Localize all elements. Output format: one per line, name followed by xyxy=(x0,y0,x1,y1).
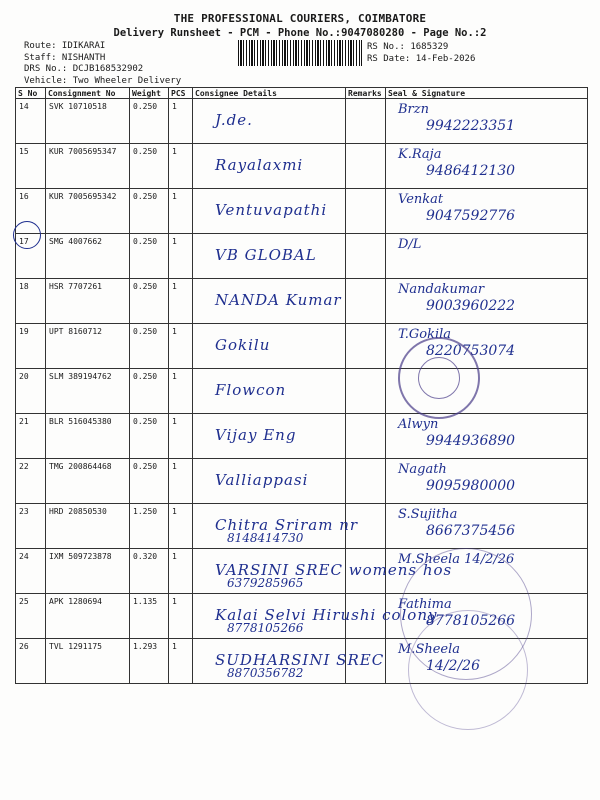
signature-handwriting: M.Sheela xyxy=(398,642,461,657)
cell-consignee xyxy=(193,549,453,594)
cell-remarks xyxy=(346,99,386,144)
cell-consignee xyxy=(193,279,346,324)
cell-remarks xyxy=(346,234,386,279)
signature-handwriting: Brzn xyxy=(398,102,429,117)
cell-consignment-no: BLR 516045380 xyxy=(46,414,130,459)
rs-no-label: RS No.: 1685329 xyxy=(367,42,449,52)
cell-consignment-no: SVK 10710518 xyxy=(46,99,130,144)
cell-remarks xyxy=(346,144,386,189)
cell-pcs: 1 xyxy=(169,279,193,324)
signature-phone-handwriting: 9095980000 xyxy=(426,478,516,494)
consignee-handwriting: SUDHARSINI SREC xyxy=(215,651,385,669)
cell-consignee xyxy=(193,414,346,459)
signature-handwriting: M.Sheela 14/2/26 xyxy=(398,552,515,567)
cell-weight: 0.250 xyxy=(130,414,169,459)
cell-remarks xyxy=(346,279,386,324)
cell-pcs: 1 xyxy=(169,504,193,549)
rs-date-label: RS Date: 14-Feb-2026 xyxy=(367,54,476,64)
cell-sno: 18 xyxy=(16,279,46,324)
meta-right xyxy=(367,41,475,65)
cell-consignee xyxy=(193,459,346,504)
cell-pcs: 1 xyxy=(169,459,193,504)
cell-sno: 21 xyxy=(16,414,46,459)
table-header-row xyxy=(16,88,588,99)
consignee-phone-handwriting: 8870356782 xyxy=(227,666,304,680)
table-row xyxy=(16,324,588,369)
cell-consignment-no: HRD 20850530 xyxy=(46,504,130,549)
cell-weight: 0.250 xyxy=(130,189,169,234)
cell-sno: 17 xyxy=(16,234,46,279)
cell-sno: 25 xyxy=(16,594,46,639)
cell-sno: 23 xyxy=(16,504,46,549)
consignee-handwriting: Rayalaxmi xyxy=(215,156,304,174)
seal-stamp-faint xyxy=(408,610,528,730)
signature-phone-handwriting: 8778105266 xyxy=(426,613,516,629)
consignee-phone-handwriting: 6379285965 xyxy=(227,576,304,590)
consignee-handwriting: Kalai Selvi Hirushi colony xyxy=(215,606,438,624)
cell-sno: 15 xyxy=(16,144,46,189)
cell-consignee xyxy=(193,189,346,234)
cell-consignee xyxy=(193,144,346,189)
consignee-handwriting: Gokilu xyxy=(215,336,271,354)
table-row xyxy=(16,189,588,234)
signature-handwriting: Venkat xyxy=(398,192,444,207)
col-header-weight: Weight xyxy=(130,88,169,99)
seal-stamp xyxy=(398,337,480,419)
consignee-handwriting: J.de. xyxy=(215,111,253,129)
signature-handwriting: S.Sujitha xyxy=(398,507,458,522)
signature-phone-handwriting: 9486412130 xyxy=(426,163,516,179)
table-row xyxy=(16,369,588,414)
cell-sno: 20 xyxy=(16,369,46,414)
signature-phone-handwriting: 8220753074 xyxy=(426,343,516,359)
drs-label: DRS No.: DCJB168532902 xyxy=(24,64,144,74)
consignee-handwriting: Vijay Eng xyxy=(215,426,297,444)
signature-handwriting: T.Gokila xyxy=(398,327,452,342)
cell-pcs: 1 xyxy=(169,99,193,144)
cell-weight: 0.250 xyxy=(130,324,169,369)
cell-pcs: 1 xyxy=(169,639,193,684)
cell-remarks xyxy=(346,189,386,234)
cell-consignment-no: HSR 7707261 xyxy=(46,279,130,324)
cell-pcs: 1 xyxy=(169,549,193,594)
col-header-consignee: Consignee Details xyxy=(193,88,346,99)
consignee-handwriting: Flowcon xyxy=(215,381,287,399)
consignee-phone-handwriting: 8148414730 xyxy=(227,531,304,545)
table-row xyxy=(16,459,588,504)
cell-signature xyxy=(386,99,588,144)
cell-pcs: 1 xyxy=(169,324,193,369)
cell-weight: 0.320 xyxy=(130,549,169,594)
cell-pcs: 1 xyxy=(169,189,193,234)
cell-sno: 22 xyxy=(16,459,46,504)
signature-handwriting: K.Raja xyxy=(398,147,442,162)
signature-phone-handwriting: 9047592776 xyxy=(426,208,516,224)
cell-consignment-no: TVL 1291175 xyxy=(46,639,130,684)
cell-consignee xyxy=(193,234,346,279)
vehicle-label: Vehicle: Two Wheeler Delivery xyxy=(24,75,182,86)
cell-signature xyxy=(386,234,588,279)
signature-handwriting: Fathima xyxy=(398,597,452,612)
cell-remarks xyxy=(346,414,386,459)
cell-consignment-no: APK 1280694 xyxy=(46,594,130,639)
page-subtitle: Delivery Runsheet - PCM - Phone No.:9047080280 - Page No.:2 xyxy=(113,27,487,39)
cell-remarks xyxy=(346,459,386,504)
cell-weight: 0.250 xyxy=(130,459,169,504)
cell-consignee xyxy=(193,504,359,549)
consignee-handwriting: VB GLOBAL xyxy=(215,246,317,264)
cell-consignee xyxy=(193,369,346,414)
signature-handwriting: D/L xyxy=(398,237,422,252)
cell-weight: 0.250 xyxy=(130,99,169,144)
cell-pcs: 1 xyxy=(169,144,193,189)
signature-phone-handwriting: 9003960222 xyxy=(426,298,516,314)
cell-consignee xyxy=(193,99,346,144)
consignee-phone-handwriting: 8778105266 xyxy=(227,621,304,635)
cell-consignment-no: KUR 7005695342 xyxy=(46,189,130,234)
staff-label: Staff: NISHANTH xyxy=(24,52,106,63)
cell-remarks xyxy=(346,369,386,414)
table-row xyxy=(16,144,588,189)
col-header-pcs: PCS xyxy=(169,88,193,99)
cell-pcs: 1 xyxy=(169,414,193,459)
cell-sno: 24 xyxy=(16,549,46,594)
barcode xyxy=(238,40,362,66)
cell-weight: 0.250 xyxy=(130,234,169,279)
cell-weight: 0.250 xyxy=(130,279,169,324)
meta-left xyxy=(24,41,181,87)
col-header-sno: S No xyxy=(16,88,46,99)
cell-consignee xyxy=(193,324,346,369)
signature-phone-handwriting: 8667375456 xyxy=(426,523,516,539)
col-header-consignment: Consignment No xyxy=(46,88,130,99)
cell-weight: 1.250 xyxy=(130,504,169,549)
cell-weight: 1.293 xyxy=(130,639,169,684)
cell-sno: 14 xyxy=(16,99,46,144)
cell-remarks xyxy=(346,324,386,369)
signature-phone-handwriting: 9942223351 xyxy=(426,118,516,134)
signature-handwriting: Alwyn xyxy=(398,417,439,432)
cell-consignment-no: UPT 8160712 xyxy=(46,324,130,369)
cell-consignment-no: IXM 509723878 xyxy=(46,549,130,594)
table-row xyxy=(16,99,588,144)
cell-sno: 26 xyxy=(16,639,46,684)
hand-drawn-circle xyxy=(13,221,41,249)
signature-phone-handwriting: 14/2/26 xyxy=(426,658,480,674)
cell-weight: 1.135 xyxy=(130,594,169,639)
cell-consignment-no: KUR 7005695347 xyxy=(46,144,130,189)
cell-pcs: 1 xyxy=(169,369,193,414)
cell-sno: 19 xyxy=(16,324,46,369)
cell-pcs: 1 xyxy=(169,234,193,279)
col-header-signature: Seal & Signature xyxy=(386,88,588,99)
cell-consignment-no: SMG 4007662 xyxy=(46,234,130,279)
consignee-handwriting: NANDA Kumar xyxy=(215,291,342,309)
cell-signature xyxy=(386,279,588,324)
page-title: THE PROFESSIONAL COURIERS, COIMBATORE xyxy=(173,12,427,25)
cell-signature xyxy=(386,144,588,189)
cell-pcs: 1 xyxy=(169,594,193,639)
signature-handwriting: Nandakumar xyxy=(398,282,485,297)
cell-consignment-no: TMG 200864468 xyxy=(46,459,130,504)
table-row xyxy=(16,234,588,279)
consignee-handwriting: VARSINI SREC womens hos xyxy=(215,561,453,579)
col-header-remarks: Remarks xyxy=(346,88,386,99)
table-row xyxy=(16,504,588,549)
cell-weight: 0.250 xyxy=(130,369,169,414)
cell-sno: 16 xyxy=(16,189,46,234)
table-row xyxy=(16,414,588,459)
cell-signature xyxy=(386,189,588,234)
table-row xyxy=(16,279,588,324)
signature-phone-handwriting: 9944936890 xyxy=(426,433,516,449)
cell-signature xyxy=(386,459,588,504)
cell-weight: 0.250 xyxy=(130,144,169,189)
consignee-handwriting: Valliappasi xyxy=(215,471,309,489)
consignee-handwriting: Ventuvapathi xyxy=(215,201,328,219)
cell-signature xyxy=(386,504,588,549)
cell-consignment-no: SLM 389194762 xyxy=(46,369,130,414)
cell-signature xyxy=(386,414,588,459)
consignee-handwriting: Chitra Sriram nr xyxy=(215,516,359,534)
cell-consignee xyxy=(193,639,385,684)
signature-handwriting: Nagath xyxy=(398,462,447,477)
route-label: Route: IDIKARAI xyxy=(24,41,106,51)
